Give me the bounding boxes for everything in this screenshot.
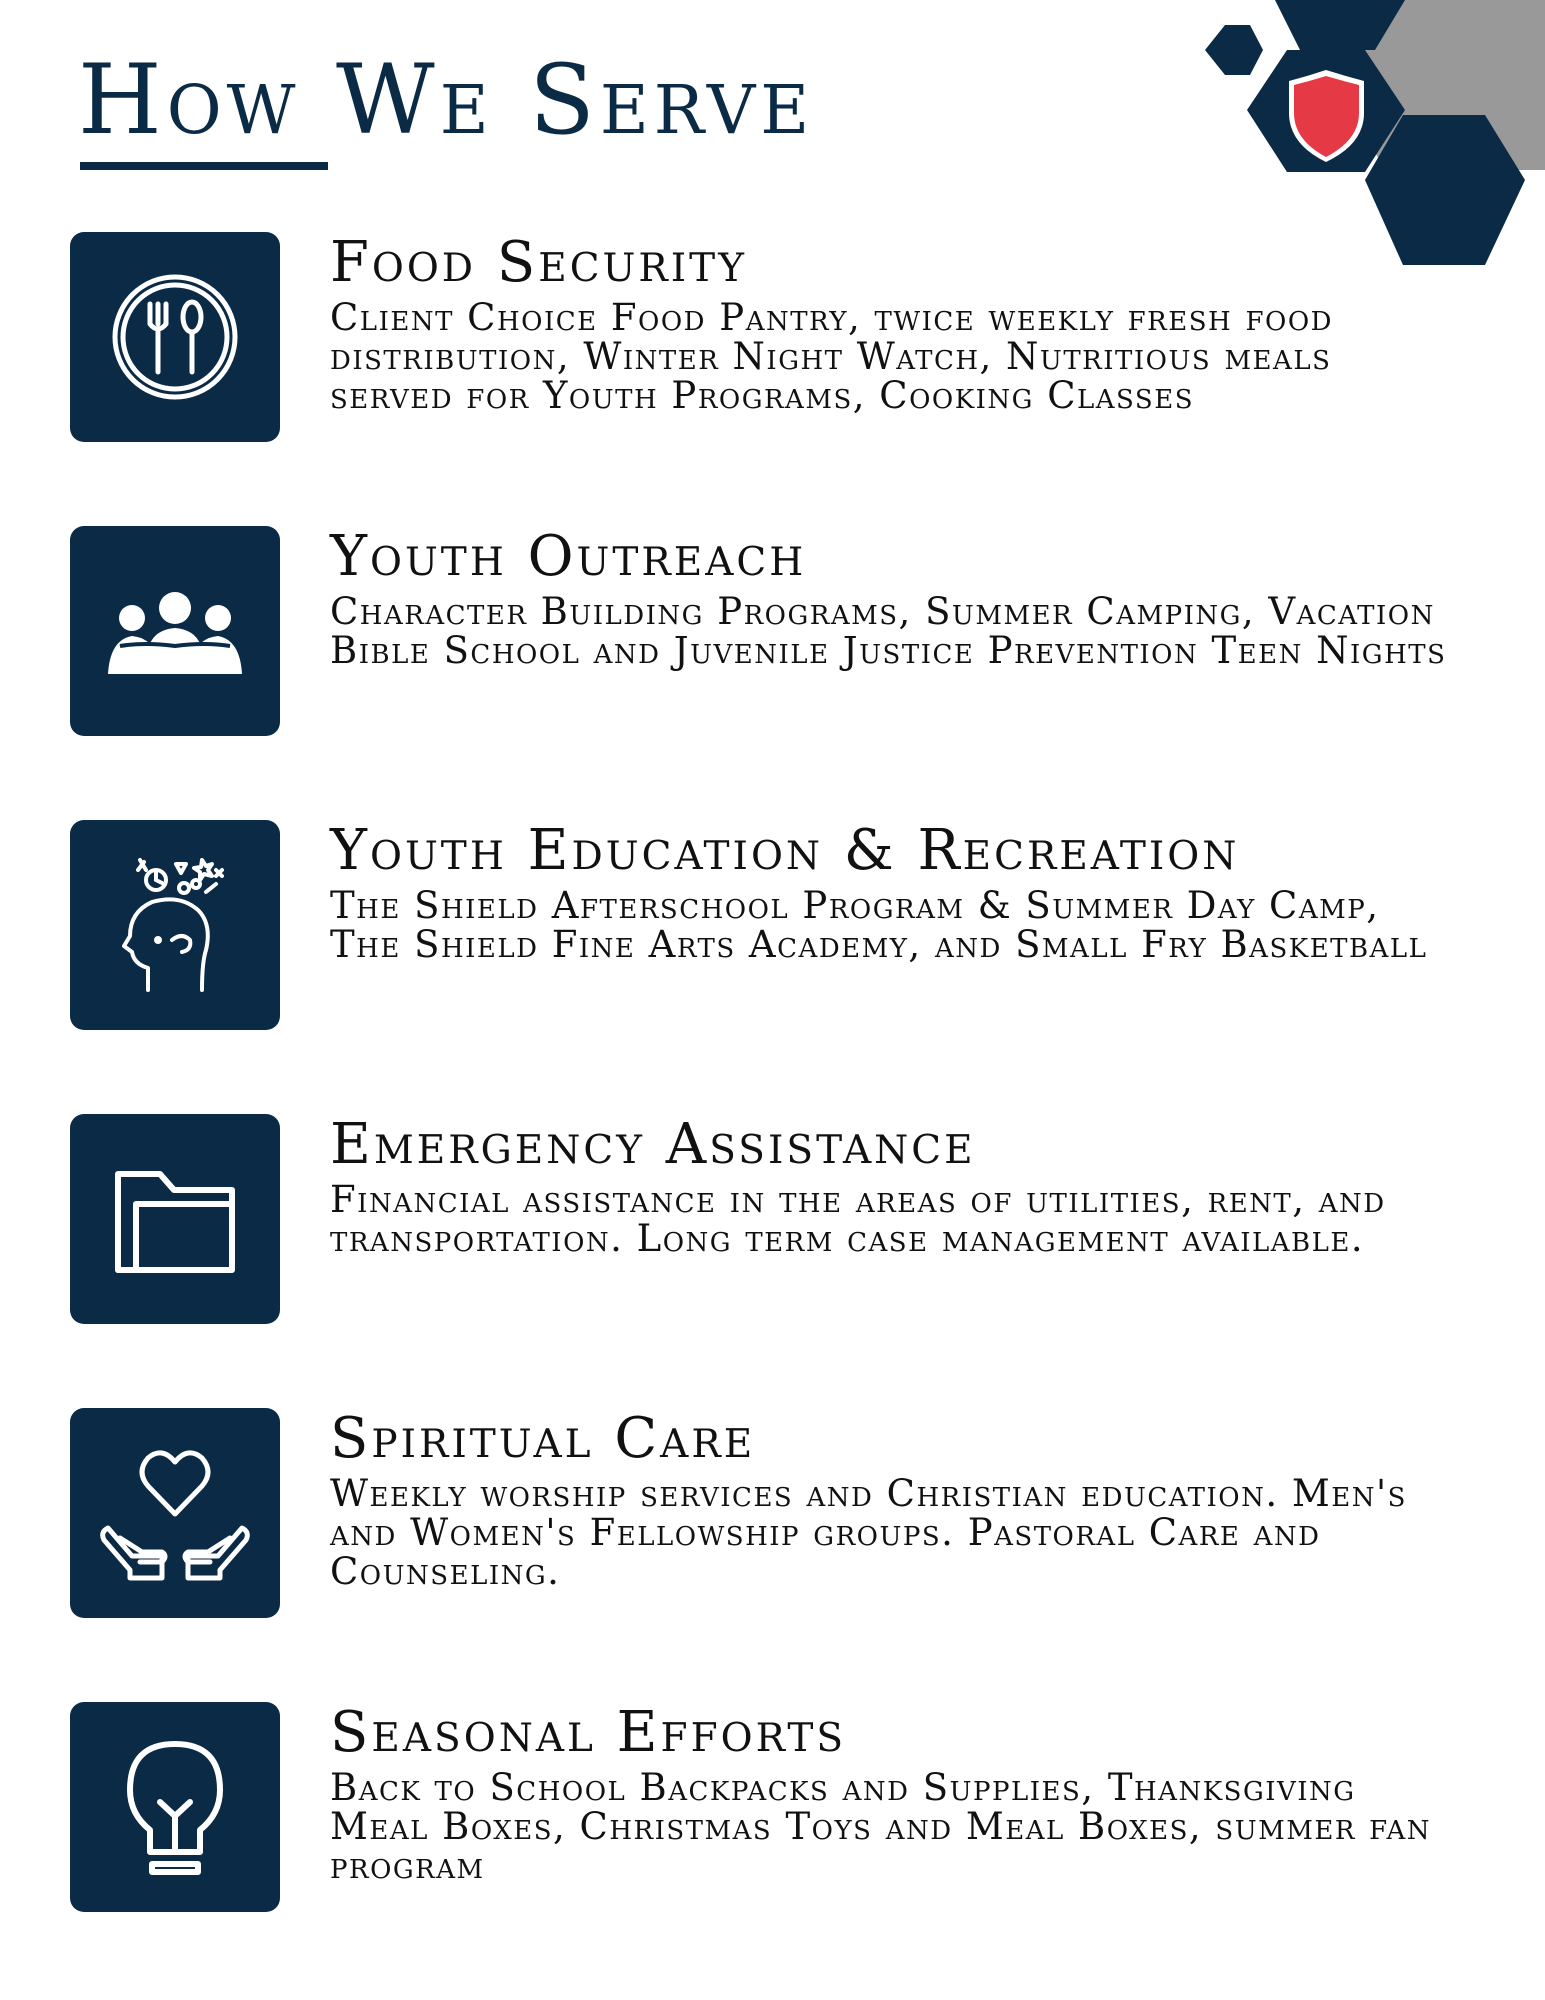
- service-title: Food Security: [330, 230, 747, 295]
- service-title: Youth Education & Recreation: [330, 818, 1240, 883]
- icon-tile: [70, 526, 280, 736]
- service-title: Seasonal Efforts: [330, 1700, 847, 1765]
- service-description: Client Choice Food Pantry, twice weekly fresh food distribution, Winter Night Watch, Nutritious meals served for Youth Programs, Cooking Classes: [330, 296, 1333, 417]
- service-description: The Shield Afterschool Program & Summer Day Camp, The Shield Fine Arts Academy, and Small Fry Basketball: [330, 884, 1428, 966]
- lightbulb-icon: [90, 1722, 260, 1892]
- service-description: Back to School Backpacks and Supplies, Thanksgiving Meal Boxes, Christmas Toys and Meal Boxes, summer fan program: [330, 1766, 1431, 1887]
- icon-tile: [70, 232, 280, 442]
- service-spiritual-care: [70, 1408, 1510, 1620]
- folder-icon: [90, 1134, 260, 1304]
- title-underline: [80, 162, 328, 170]
- service-description: Character Building Programs, Summer Camping, Vacation Bible School and Juvenile Justice Prevention Teen Nights: [330, 590, 1447, 672]
- page-title: How We Serve: [78, 44, 815, 156]
- heart-in-hands-icon: [90, 1428, 260, 1598]
- icon-tile: [70, 1702, 280, 1912]
- service-description: Financial assistance in the areas of utilities, rent, and transportation. Long term case management available.: [330, 1178, 1386, 1260]
- service-seasonal-efforts: [70, 1702, 1510, 1914]
- service-youth-education-recreation: [70, 820, 1510, 1032]
- icon-tile: [70, 820, 280, 1030]
- service-emergency-assistance: [70, 1114, 1510, 1326]
- service-title: Spiritual Care: [330, 1406, 756, 1471]
- group-of-people-icon: [90, 546, 260, 716]
- service-description: Weekly worship services and Christian education. Men's and Women's Fellowship groups. Pastoral Care and Counseling.: [330, 1472, 1407, 1593]
- service-youth-outreach: [70, 526, 1510, 738]
- service-title: Youth Outreach: [330, 524, 807, 589]
- service-title: Emergency Assistance: [330, 1112, 976, 1177]
- icon-tile: [70, 1408, 280, 1618]
- plate-fork-spoon-icon: [90, 252, 260, 422]
- head-with-ideas-icon: [90, 840, 260, 1010]
- service-food-security: [70, 232, 1510, 444]
- icon-tile: [70, 1114, 280, 1324]
